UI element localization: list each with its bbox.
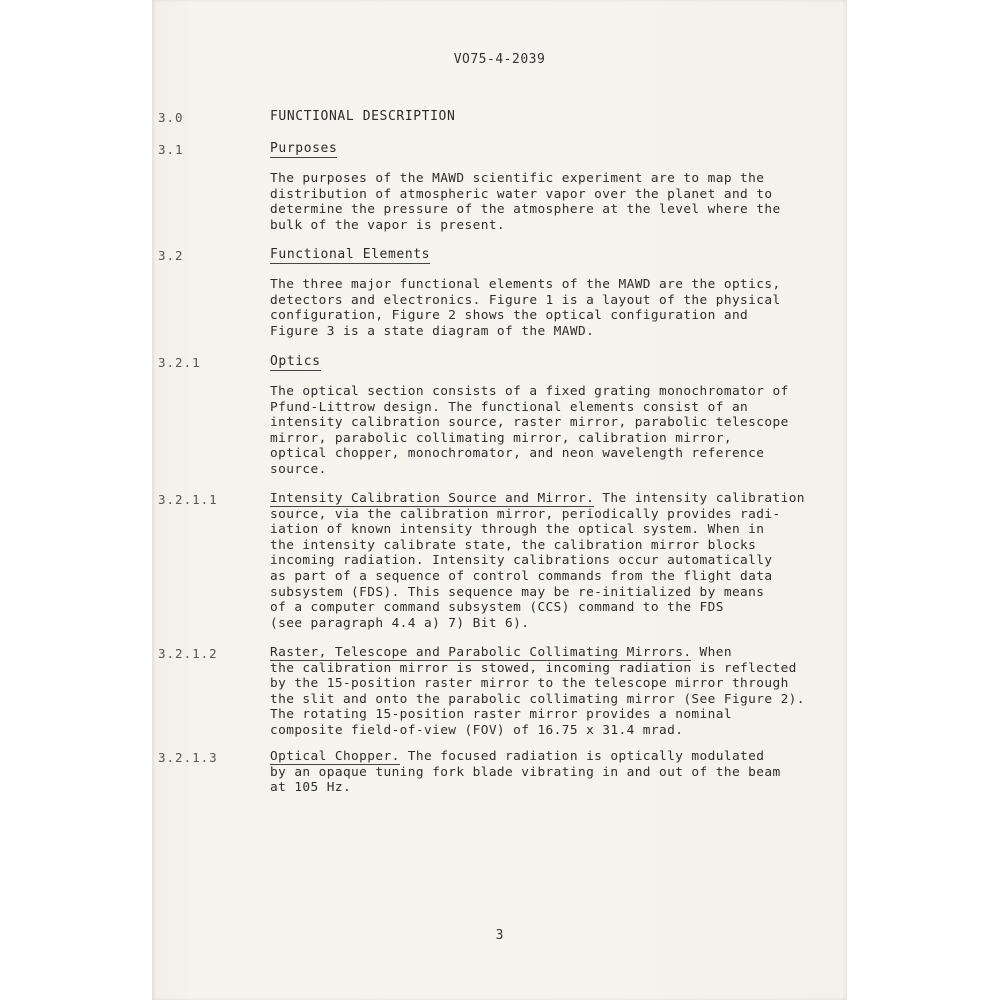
section-number-3-0: 3.0 bbox=[158, 110, 184, 125]
paragraph-line: the intensity calibrate state, the calibration mirror blocks bbox=[270, 537, 757, 553]
intensity-calibration-paragraph bbox=[270, 491, 805, 631]
section-title-optics bbox=[270, 354, 321, 369]
paragraph-line: The optical section consists of a fixed grating monochromator of bbox=[270, 384, 789, 399]
document-id: VO75-4-2039 bbox=[453, 52, 546, 67]
paragraph-line: source, via the calibration mirror, periodically provides radi- bbox=[270, 506, 781, 522]
section-number-3-2-1-3: 3.2.1.3 bbox=[158, 750, 218, 765]
paragraph-line: Pfund-Littrow design. The functional elements consist of an bbox=[270, 399, 749, 415]
section-number-3-2-1-1: 3.2.1.1 bbox=[158, 492, 218, 507]
paragraph-line: The three major functional elements of the MAWD are the optics, bbox=[270, 277, 781, 292]
paragraph-line: composite field-of-view (FOV) of 16.75 x 31.4 mrad. bbox=[270, 722, 684, 738]
paragraph-line: source. bbox=[270, 461, 327, 477]
paragraph-line-rest: The focused radiation is optically modulated bbox=[399, 749, 765, 764]
optics-paragraph bbox=[270, 384, 790, 478]
intensity-calibration-heading: Intensity Calibration Source and Mirror. bbox=[270, 491, 595, 506]
paragraph-line-rest: The intensity calibration bbox=[594, 491, 805, 506]
paragraph-line: of a computer command subsystem (CCS) command to the FDS bbox=[270, 600, 724, 616]
paragraph-line: the slit and onto the parabolic collimating mirror (See Figure 2). bbox=[270, 691, 805, 707]
paragraph-line: detectors and electronics. Figure 1 is a layout of the physical bbox=[270, 292, 781, 308]
paragraph-line: intensity calibration source, raster mirror, parabolic telescope bbox=[270, 415, 789, 431]
paragraph-line: as part of a sequence of control commands from the flight data bbox=[270, 568, 773, 584]
paragraph-line: bulk of the vapor is present. bbox=[270, 217, 506, 233]
section-number-3-1: 3.1 bbox=[158, 142, 184, 157]
purposes-paragraph bbox=[270, 171, 790, 233]
paragraph-line: The rotating 15-position raster mirror provides a nominal bbox=[270, 707, 732, 723]
purposes-heading: Purposes bbox=[270, 141, 338, 156]
section-title-functional-elements bbox=[270, 247, 430, 262]
document-page bbox=[152, 0, 847, 1000]
optical-chopper-paragraph bbox=[270, 749, 790, 796]
paragraph-line: (see paragraph 4.4 a) 7) Bit 6). bbox=[270, 615, 530, 631]
paragraph-line: determine the pressure of the atmosphere at the level where the bbox=[270, 202, 781, 218]
paragraph-line: iation of known intensity through the optical system. When in bbox=[270, 522, 765, 538]
paragraph-line: mirror, parabolic collimating mirror, calibration mirror, bbox=[270, 430, 732, 446]
functional-elements-heading: Functional Elements bbox=[270, 247, 431, 262]
paragraph-line: by an opaque tuning fork blade vibrating in and out of the beam bbox=[270, 764, 781, 780]
paragraph-line: optical chopper, monochromator, and neon wavelength reference bbox=[270, 446, 765, 462]
paragraph-line: distribution of atmospheric water vapor over the planet and to bbox=[270, 186, 773, 202]
paragraph-line: the calibration mirror is stowed, incoming radiation is reflected bbox=[270, 660, 797, 676]
paragraph-first-line bbox=[270, 645, 790, 661]
paragraph-first-line bbox=[270, 491, 805, 507]
paragraph-line-rest: When bbox=[691, 645, 732, 660]
paragraph-line: subsystem (FDS). This sequence may be re-initialized by means bbox=[270, 584, 765, 600]
functional-elements-paragraph bbox=[270, 277, 790, 339]
raster-telescope-heading: Raster, Telescope and Parabolic Collimating Mirrors. bbox=[270, 645, 692, 660]
optics-heading: Optics bbox=[270, 354, 321, 369]
paragraph-line: Figure 3 is a state diagram of the MAWD. bbox=[270, 323, 595, 339]
section-title-functional-description: FUNCTIONAL DESCRIPTION bbox=[270, 109, 456, 124]
paragraph-line: The purposes of the MAWD scientific experiment are to map the bbox=[270, 171, 765, 186]
page-number: 3 bbox=[495, 928, 504, 943]
optical-chopper-heading: Optical Chopper. bbox=[270, 749, 400, 764]
raster-telescope-paragraph bbox=[270, 645, 805, 739]
paragraph-line: by the 15-position raster mirror to the telescope mirror through bbox=[270, 676, 789, 692]
section-title-purposes bbox=[270, 141, 337, 156]
paragraph-line: at 105 Hz. bbox=[270, 780, 352, 796]
section-number-3-2: 3.2 bbox=[158, 248, 184, 263]
section-number-3-2-1-2: 3.2.1.2 bbox=[158, 646, 218, 661]
paragraph-line: configuration, Figure 2 shows the optical configuration and bbox=[270, 308, 749, 324]
paragraph-line: incoming radiation. Intensity calibrations occur automatically bbox=[270, 553, 773, 569]
section-number-3-2-1: 3.2.1 bbox=[158, 355, 201, 370]
paragraph-first-line bbox=[270, 749, 790, 765]
